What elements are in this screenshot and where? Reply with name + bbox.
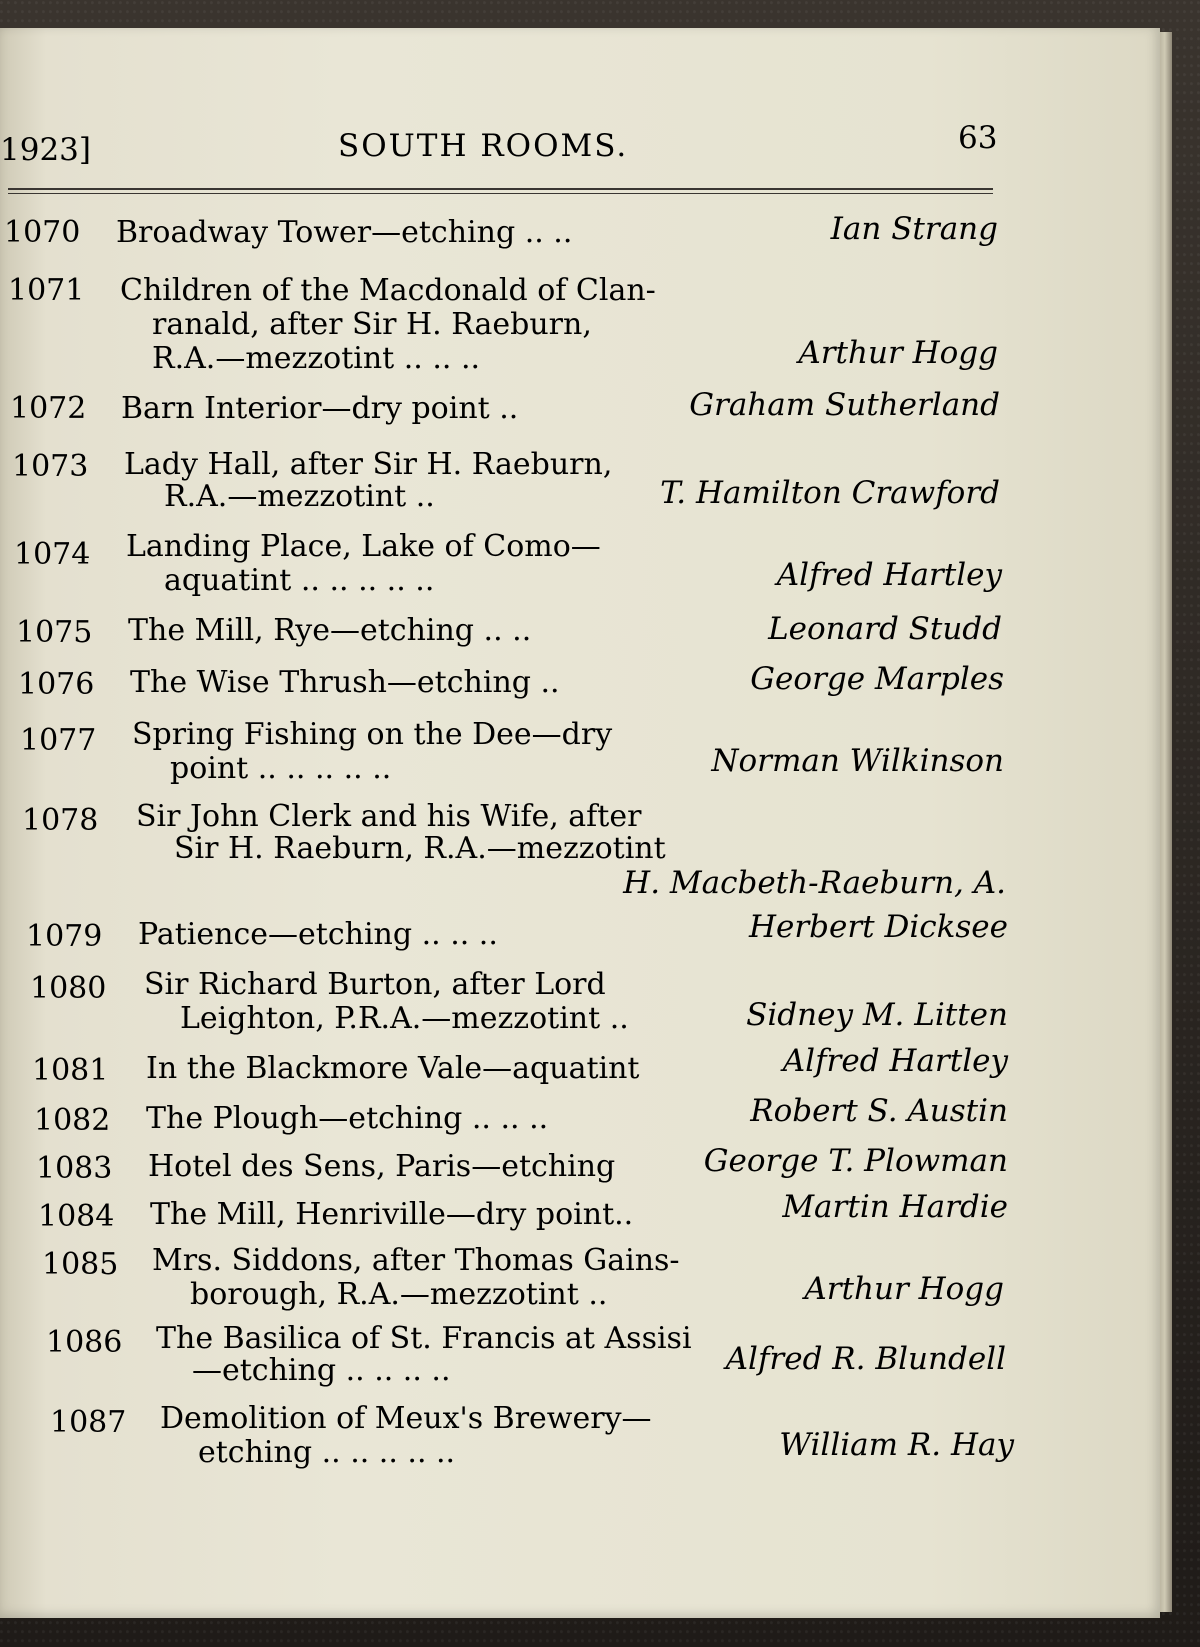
catalogue-entry (0, 212, 1020, 262)
entry-artist: Alfred Hartley (776, 557, 1002, 593)
entry-artist: Alfred R. Blundell (725, 1341, 1006, 1377)
entry-number: 1072 (10, 391, 87, 426)
entry-number: 1078 (22, 803, 99, 838)
entry-title-line: Hotel des Sens, Paris—etching (148, 1149, 616, 1184)
catalogue-entry (0, 270, 1020, 380)
entry-artist: Graham Sutherland (689, 387, 1000, 423)
entry-title-line: borough, R.A.—mezzotint .. (190, 1277, 608, 1312)
entry-artist: Leonard Studd (768, 611, 1002, 647)
entry-artist: Norman Wilkinson (711, 743, 1004, 779)
entry-number: 1075 (16, 615, 93, 650)
catalogue-entry (0, 718, 1020, 800)
entry-number: 1080 (30, 971, 107, 1006)
entry-number: 1070 (4, 215, 81, 250)
entry-number: 1084 (38, 1199, 115, 1234)
entry-number: 1074 (14, 537, 91, 572)
entry-title-line: point .. .. .. .. .. (170, 751, 392, 786)
entry-artist: Arthur Hogg (804, 1271, 1004, 1307)
entry-title-line: Lady Hall, after Sir H. Raeburn, (124, 447, 613, 482)
entry-title-line: —etching .. .. .. .. (192, 1353, 451, 1388)
entry-artist: George Marples (750, 661, 1004, 697)
catalogue-entry (0, 661, 1020, 714)
entry-number: 1077 (20, 723, 97, 758)
running-head (0, 100, 1000, 168)
entry-artist: T. Hamilton Crawford (660, 475, 1000, 511)
catalogue-entry (0, 1322, 1020, 1402)
catalogue-entry (0, 968, 1020, 1048)
entry-number: 1076 (18, 667, 95, 702)
entry-title-line: The Mill, Rye—etching .. .. (128, 613, 532, 648)
page-number: 63 (958, 120, 998, 156)
entry-artist: Sidney M. Litten (746, 997, 1008, 1033)
entry-title-line: In the Blackmore Vale—aquatint (146, 1051, 640, 1086)
entry-number: 1085 (42, 1247, 119, 1282)
entry-number: 1079 (26, 919, 103, 954)
entry-title-line: Sir H. Raeburn, R.A.—mezzotint (174, 831, 666, 866)
entry-title-line: Children of the Macdonald of Clan- (120, 273, 656, 308)
entry-title-line: ranald, after Sir H. Raeburn, (152, 307, 592, 342)
entry-number: 1087 (50, 1405, 127, 1440)
entry-title-line: etching .. .. .. .. .. (198, 1435, 456, 1470)
entry-title-line: aquatint .. .. .. .. .. (164, 563, 435, 598)
entry-artist: Ian Strang (830, 211, 998, 247)
entry-number: 1071 (8, 273, 85, 308)
entry-title-line: Barn Interior—dry point .. (121, 391, 519, 426)
entry-title-line: The Wise Thrush—etching .. (130, 665, 560, 700)
entry-artist: Arthur Hogg (798, 335, 998, 371)
entry-artist: Herbert Dicksee (748, 909, 1008, 945)
entry-title-line: Landing Place, Lake of Como— (126, 529, 601, 564)
entry-title-line: The Plough—etching .. .. .. (146, 1101, 549, 1136)
entry-artist: George T. Plowman (703, 1143, 1008, 1179)
entry-title-line: Spring Fishing on the Dee—dry (132, 717, 613, 752)
entry-number: 1082 (34, 1103, 111, 1138)
catalogue-entry (0, 1244, 1020, 1324)
page-edge (1160, 32, 1172, 1612)
catalogue-entry (0, 446, 1020, 526)
catalogue-entry (0, 530, 1020, 610)
entry-title-line: The Basilica of St. Francis at Assisi (156, 1321, 692, 1356)
entry-number: 1086 (46, 1325, 123, 1360)
entry-title-line: R.A.—mezzotint .. .. .. (152, 341, 481, 376)
running-head-title: SOUTH ROOMS. (338, 128, 629, 164)
entry-artist: H. Macbeth-Raeburn, A. (623, 865, 1006, 901)
running-head-year: 1923] (0, 132, 91, 168)
catalogue-entry (0, 1402, 1020, 1482)
catalogue-entry (0, 1189, 1020, 1246)
header-rule (8, 188, 993, 190)
entry-title-line: Broadway Tower—etching .. .. (116, 215, 573, 250)
entry-artist: Robert S. Austin (750, 1093, 1008, 1129)
entry-artist: Alfred Hartley (782, 1043, 1008, 1079)
catalogue-entry (0, 909, 1020, 966)
entry-number: 1083 (36, 1151, 113, 1186)
entry-number: 1081 (32, 1053, 109, 1088)
entry-title-line: Leighton, P.R.A.—mezzotint .. (180, 1001, 629, 1036)
entry-artist: William R. Hay (779, 1427, 1014, 1463)
catalogue-entry (0, 612, 1020, 662)
entry-title-line: Demolition of Meux's Brewery— (160, 1401, 652, 1436)
entry-title-line: R.A.—mezzotint .. (164, 479, 435, 514)
entry-number: 1073 (12, 449, 89, 484)
catalogue-entry (0, 388, 1020, 438)
entry-artist: Martin Hardie (782, 1189, 1008, 1225)
entry-title-line: The Mill, Henriville—dry point.. (150, 1197, 634, 1232)
header-rule-thin (8, 193, 993, 194)
entry-title-line: Sir John Clerk and his Wife, after (136, 799, 642, 834)
entry-title-line: Patience—etching .. .. .. (138, 917, 498, 952)
entry-title-line: Mrs. Siddons, after Thomas Gains- (152, 1243, 680, 1278)
catalogue-entry (0, 800, 1020, 900)
entry-title-line: Sir Richard Burton, after Lord (144, 967, 606, 1002)
